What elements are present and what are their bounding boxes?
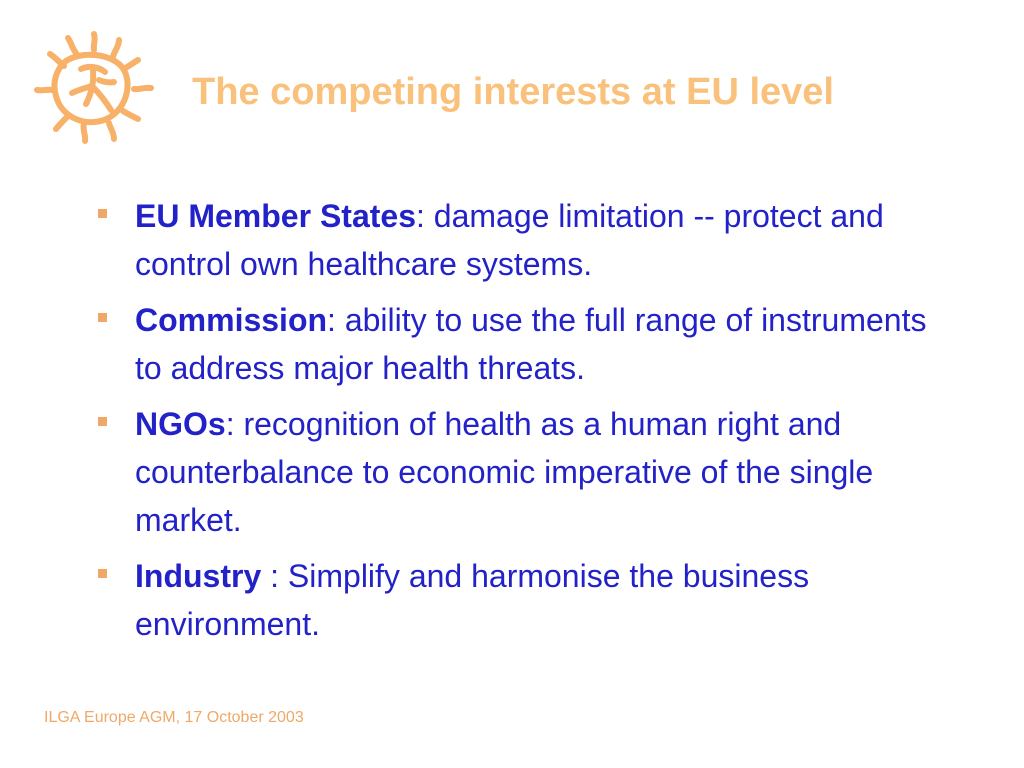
square-bullet-icon (98, 209, 107, 218)
bullet-separator: : (225, 406, 235, 442)
bullet-item-industry (98, 552, 958, 648)
square-bullet-icon (98, 313, 107, 322)
bullet-text: recognition of health as a human right and counterbalance to economic imperative of the single market. (135, 406, 874, 538)
bullet-separator: : (261, 558, 280, 594)
bullet-term: Industry (135, 558, 262, 594)
bullet-term: Commission (135, 302, 328, 338)
bullet-term: NGOs (135, 406, 226, 442)
sun-figure-logo-icon (28, 26, 160, 150)
square-bullet-icon (98, 417, 107, 426)
bullet-separator: : (327, 302, 336, 338)
slide-footer: ILGA Europe AGM, 17 October 2003 (44, 709, 304, 726)
bullet-text: damage limitation -- protect and control own healthcare systems. (135, 198, 884, 282)
slide-title: The competing interests at EU level (192, 71, 834, 113)
bullet-separator: : (415, 198, 425, 234)
bullet-text: ability to use the full range of instruments to address major health threats. (135, 302, 927, 386)
square-bullet-icon (98, 569, 107, 578)
bullet-list (98, 192, 958, 656)
bullet-term: EU Member States (135, 198, 416, 234)
bullet-item-eu-member-states (98, 192, 958, 288)
bullet-text: Simplify and harmonise the business environment. (135, 558, 810, 642)
bullet-item-commission (98, 296, 958, 392)
bullet-item-ngos (98, 400, 958, 544)
